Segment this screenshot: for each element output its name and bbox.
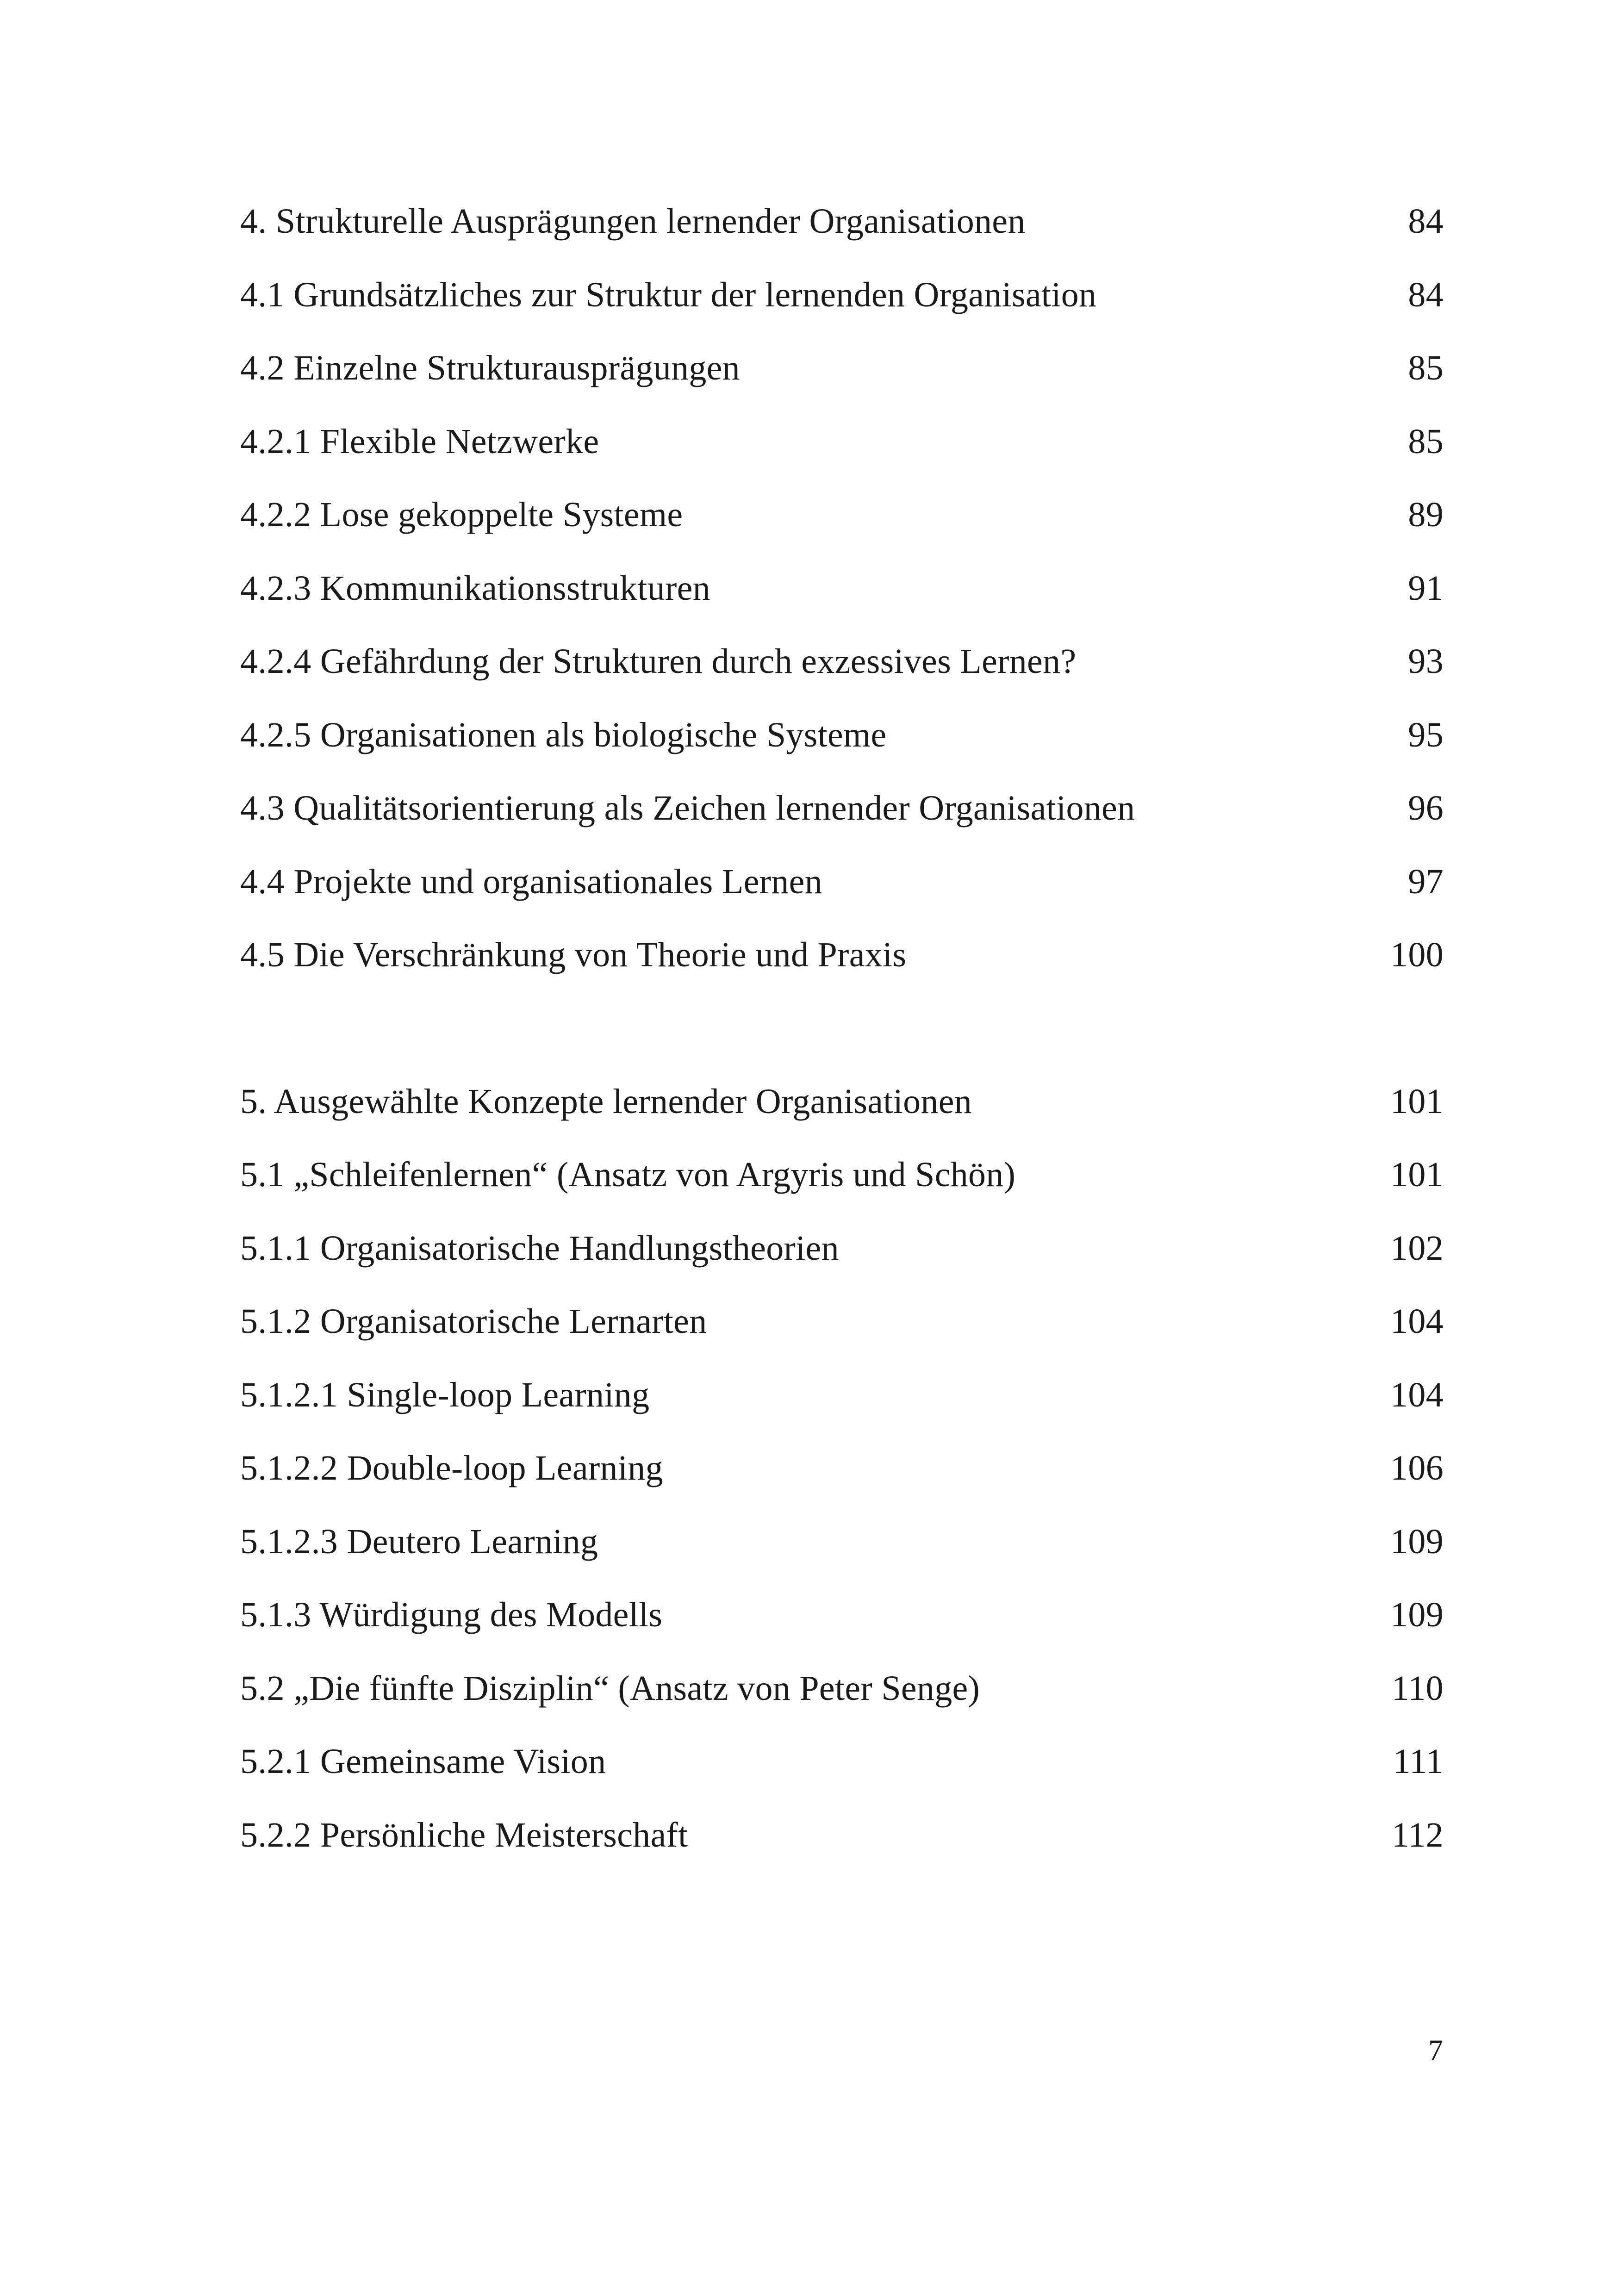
toc-entry-page: 104 [1390, 1375, 1444, 1414]
toc-entry-page: 102 [1390, 1228, 1444, 1268]
toc-entry[interactable] [240, 1597, 1444, 1671]
toc-entry-page: 93 [1408, 642, 1444, 681]
toc-entry[interactable] [240, 1450, 1444, 1524]
toc-entry[interactable] [240, 1304, 1444, 1377]
toc-entry-title: 5.1.2.1 Single-loop Learning [240, 1375, 650, 1414]
toc-entry-page: 95 [1408, 715, 1444, 754]
toc-section-4 [240, 204, 1444, 1011]
toc-entry-title: 4. Strukturelle Ausprägungen lernender Organisationen [240, 202, 1026, 241]
toc-entry[interactable] [240, 204, 1444, 277]
toc-entry-page: 100 [1390, 935, 1444, 974]
page-number: 7 [1428, 2034, 1443, 2066]
toc-entry[interactable] [240, 864, 1444, 938]
toc-entry-page: 112 [1391, 1815, 1444, 1854]
toc-entry-title: 4.2.5 Organisationen als biologische Systeme [240, 715, 887, 754]
toc-entry-page: 110 [1391, 1668, 1444, 1708]
toc-entry[interactable] [240, 1817, 1444, 1891]
toc-entry-title: 4.5 Die Verschränkung von Theorie und Praxis [240, 935, 907, 974]
toc-entry-page: 109 [1390, 1595, 1444, 1634]
toc-entry-title: 5.1.2 Organisatorische Lernarten [240, 1302, 707, 1341]
toc-entry-title: 4.1 Grundsätzliches zur Struktur der lernenden Organisation [240, 275, 1097, 314]
table-of-contents [240, 204, 1444, 1891]
toc-entry-page: 101 [1390, 1155, 1444, 1194]
toc-entry[interactable] [240, 1084, 1444, 1157]
toc-entry-title: 5.2 „Die fünfte Disziplin“ (Ansatz von Peter Senge) [240, 1668, 980, 1708]
toc-entry-page: 84 [1408, 202, 1444, 241]
toc-entry[interactable] [240, 1744, 1444, 1817]
toc-entry-title: 4.2.4 Gefährdung der Strukturen durch exzessives Lernen? [240, 642, 1077, 681]
toc-entry-page: 84 [1408, 275, 1444, 314]
toc-entry-page: 96 [1408, 789, 1444, 828]
toc-entry[interactable] [240, 937, 1444, 1011]
toc-section-5 [240, 1084, 1444, 1891]
toc-entry[interactable] [240, 568, 1444, 644]
toc-entry-page: 97 [1408, 862, 1444, 901]
toc-entry-title: 4.4 Projekte und organisationales Lernen [240, 862, 822, 901]
toc-entry[interactable] [240, 717, 1444, 791]
toc-entry-page: 106 [1390, 1449, 1444, 1487]
toc-entry-title: 5.2.2 Persönliche Meisterschaft [240, 1815, 688, 1854]
toc-entry-title: 5.2.1 Gemeinsame Vision [240, 1742, 606, 1781]
toc-entry[interactable] [240, 790, 1444, 864]
toc-entry-title: 5.1.2.2 Double-loop Learning [240, 1449, 663, 1487]
toc-entry-page: 101 [1390, 1082, 1444, 1121]
toc-entry-title: 4.2.3 Kommunikationsstrukturen [240, 568, 710, 608]
toc-entry-page: 91 [1408, 568, 1444, 608]
toc-entry[interactable] [240, 350, 1444, 424]
toc-entry-page: 111 [1393, 1742, 1444, 1781]
toc-entry-page: 89 [1408, 495, 1444, 534]
toc-entry-page: 85 [1408, 348, 1444, 387]
toc-entry-title: 5.1.2.3 Deutero Learning [240, 1522, 598, 1561]
toc-entry-title: 4.2.1 Flexible Netzwerke [240, 422, 599, 461]
toc-entry-page: 85 [1408, 422, 1444, 461]
toc-entry-page: 104 [1390, 1302, 1444, 1341]
toc-entry-title: 5.1 „Schleifenlernen“ (Ansatz von Argyris und Schön) [240, 1155, 1016, 1194]
toc-entry[interactable] [240, 644, 1444, 717]
toc-entry[interactable] [240, 1157, 1444, 1231]
toc-entry-title: 4.2.2 Lose gekoppelte Systeme [240, 495, 683, 534]
toc-entry[interactable] [240, 277, 1444, 351]
toc-entry[interactable] [240, 1524, 1444, 1598]
toc-entry[interactable] [240, 497, 1444, 571]
toc-entry[interactable] [240, 1377, 1444, 1451]
toc-entry-title: 4.3 Qualitätsorientierung als Zeichen lernender Organisationen [240, 789, 1135, 828]
toc-entry-title: 4.2 Einzelne Strukturausprägungen [240, 348, 740, 387]
toc-entry-title: 5. Ausgewählte Konzepte lernender Organisationen [240, 1082, 972, 1121]
toc-entry[interactable] [240, 1668, 1444, 1744]
toc-entry-title: 5.1.3 Würdigung des Modells [240, 1595, 663, 1634]
toc-entry[interactable] [240, 1228, 1444, 1304]
toc-entry-page: 109 [1390, 1522, 1444, 1561]
toc-entry[interactable] [240, 424, 1444, 498]
toc-entry-title: 5.1.1 Organisatorische Handlungstheorien [240, 1228, 839, 1268]
